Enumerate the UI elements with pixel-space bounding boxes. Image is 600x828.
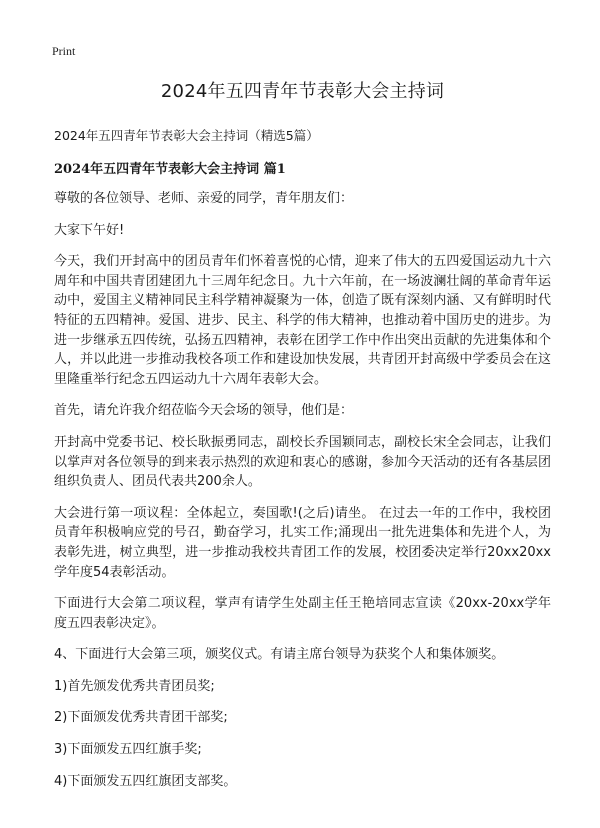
paragraph-hello: 大家下午好! xyxy=(54,222,125,238)
document-subtitle: 2024年五四青年节表彰大会主持词（精选5篇） xyxy=(54,128,319,143)
list-item-award-2: 2)下面颁发优秀共青团干部奖; xyxy=(54,710,228,726)
paragraph-agenda-3: 4、下面进行大会第三项，颁奖仪式。有请主席台领导为获奖个人和集体颁奖。 xyxy=(54,647,505,663)
paragraph-agenda-1: 大会进行第一项议程：全体起立，奏国歌!(之后)请坐。 在过去一年的工作中，我校团员青年积极响应党的号召，勤奋学习，扎实工作;涌现出一批先进集体和先进个人，为表彰先进，树立典型，进一步推动我校共青团工作的发展，校团委决定举行20xx20xx学年度54表彰活动。 xyxy=(54,505,551,580)
section-heading: 2024年五四青年节表彰大会主持词 篇1 xyxy=(54,162,286,177)
list-item-award-1: 1)首先颁发优秀共青团员奖; xyxy=(54,678,215,694)
page-title: 2024年五四青年节表彰大会主持词 xyxy=(160,81,445,102)
list-item-award-3: 3)下面颁发五四红旗手奖; xyxy=(54,742,202,758)
print-link[interactable]: Print xyxy=(52,44,76,58)
paragraph-intro: 今天，我们开封高中的团员青年们怀着喜悦的心情，迎来了伟大的五四爱国运动九十六周年和中国共青团建团九十三周年纪念日。九十六年前，在一场波澜壮阔的革命青年运动中，爱国主义精神同民主科学精神凝聚为一体，创造了既有深刻内涵、又有鲜明时代特征的五四精神。爱国、进步、民主、科学的伟大精神，也推动着中国历史的进步。为进一步继承五四传统，弘扬五四精神，表彰在团学工作中作出突出贡献的先进集体和个人，并以此进一步推动我校各项工作和建设加快发展，共青团开封高级中学委员会在这里隆重举行纪念五四运动九十六周年表彰大会。 xyxy=(54,254,551,387)
paragraph-agenda-2: 下面进行大会第二项议程，掌声有请学生处副主任王艳培同志宣读《20xx-20xx学年度五四表彰决定》。 xyxy=(54,596,551,631)
paragraph-greeting: 尊敬的各位领导、老师、亲爱的同学，青年朋友们： xyxy=(54,191,354,206)
paragraph-leaders-intro: 首先，请允许我介绍莅临今天会场的领导，他们是： xyxy=(54,403,354,419)
paragraph-leaders-list: 开封高中党委书记、校长耿振勇同志，副校长乔国颖同志，副校长宋全会同志，让我们以掌声对各位领导的到来表示热烈的欢迎和衷心的感谢，参加今天活动的还有各基层团组织负责人、团员代表共200余人。 xyxy=(54,434,551,490)
list-item-award-4: 4)下面颁发五四红旗团支部奖。 xyxy=(54,773,237,789)
document-body xyxy=(54,78,551,803)
